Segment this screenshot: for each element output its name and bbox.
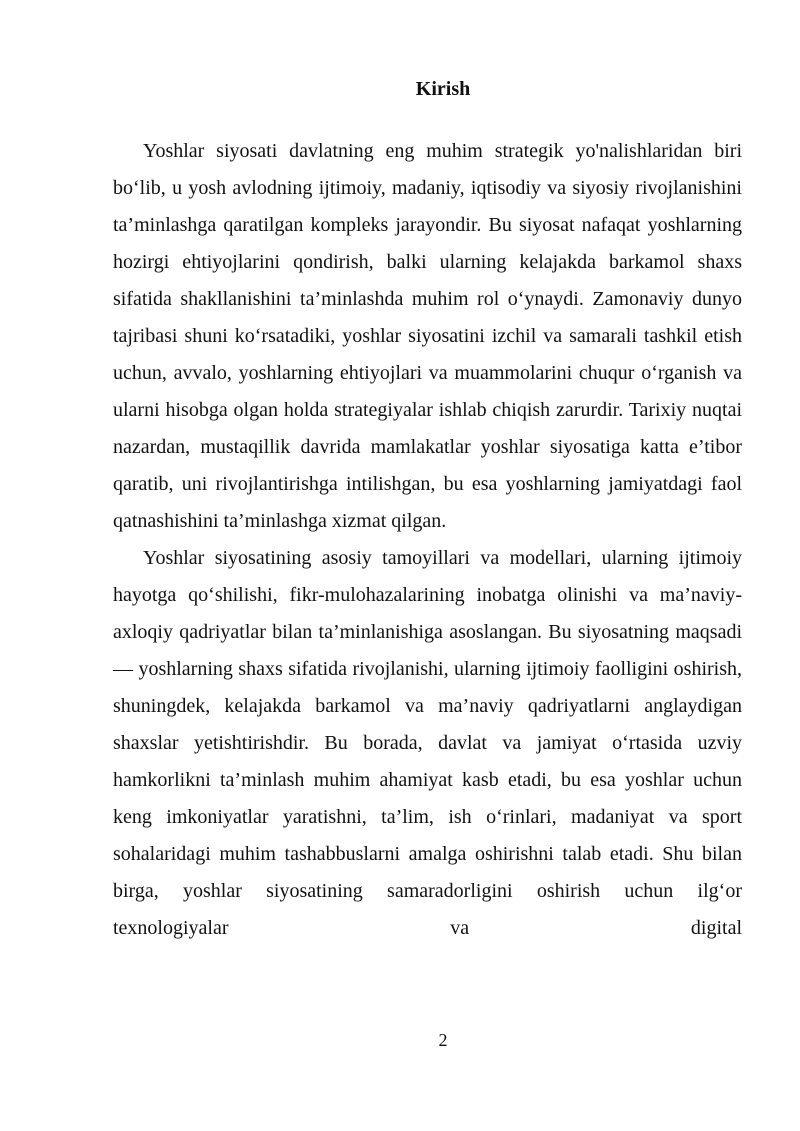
paragraph-2: Yoshlar siyosatining asosiy tamoyillari va modellari, ularning ijtimoiy hayotga qo‘shilishi, fikr-mulohazalarining inobatga olinishi va ma’naviy-axloqiy qadriyatlar bilan ta’minlanishiga asoslangan. Bu siyosatning maqsadi — yoshlarning shaxs sifatida rivojlanishi, ularning ijtimoiy faolligini oshirish, shuningdek, kelajakda barkamol va ma’naviy qadriyatlarni anglaydigan shaxslar yetishtirishdir. Bu borada, davlat va jamiyat o‘rtasida uzviy hamkorlikni ta’minlash muhim ahamiyat kasb etadi, bu esa yoshlar uchun keng imkoniyatlar yaratishni, ta’lim, ish o‘rinlari, madaniyat va sport sohalaridagi muhim tashabbuslarni amalga oshirishni talab etadi. Shu bilan birga, yoshlar siyosatining samaradorligini oshirish uchun ilg‘or texnologiyalar va digital [113,547,742,939]
paragraph-1: Yoshlar siyosati davlatning eng muhim strategik yo'nalishlaridan biri bo‘lib, u yosh avlodning ijtimoiy, madaniy, iqtisodiy va siyosiy rivojlanishini ta’minlashga qaratilgan kompleks jarayondir. Bu siyosat nafaqat yoshlarning hozirgi ehtiyojlarini qondirish, balki ularning kelajakda barkamol shaxs sifatida shakllanishini ta’minlashda muhim rol o‘ynaydi. Zamonaviy dunyo tajribasi shuni ko‘rsatadiki, yoshlar siyosatini izchil va samarali tashkil etish uchun, avvalo, yoshlarning ehtiyojlari va muammolarini chuqur o‘rganish va ularni hisobga olgan holda strategiyalar ishlab chiqish zarurdir. Tarixiy nuqtai nazardan, mustaqillik davrida mamlakatlar yoshlar siyosatiga katta e’tibor qaratib, uni rivojlantirishga intilishgan, bu esa yoshlarning jamiyatdagi faol qatnashishini ta’minlashga xizmat qilgan. [113,140,742,532]
body-text [113,133,742,947]
section-title: Kirish [415,78,471,100]
page-number: 2 [438,1030,448,1050]
